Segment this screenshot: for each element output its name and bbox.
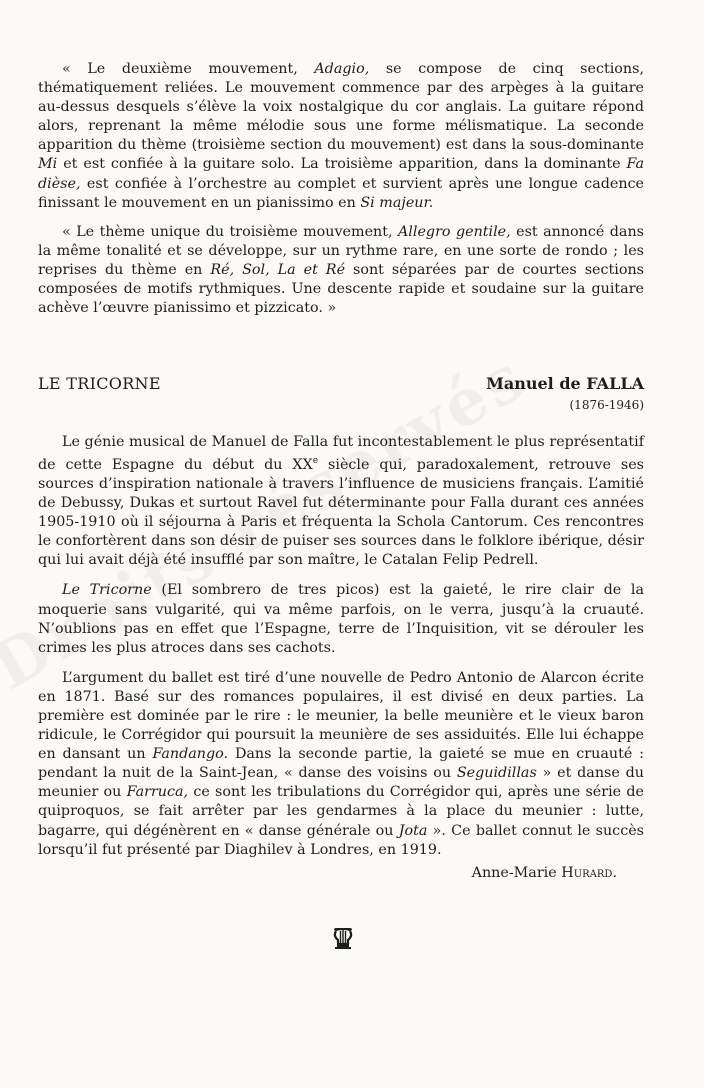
text-run: est confiée à l’orchestre au complet et survient après une longue cadence finissant le mouvement en un pianissimo en: [38, 175, 644, 211]
text-run: est annoncé dans la même tonalité et se développe, sur un rythme rare, en une sorte de rondo ; les reprises du thème en: [38, 223, 644, 278]
text-run: « Le deuxième mouvement,: [62, 61, 315, 77]
composer-name: Manuel de FALLA: [486, 374, 644, 393]
italic-run: Adagio,: [314, 61, 370, 77]
text-run: ». Ce ballet connut le succès lorsqu’il fut présenté par Diaghilev à Londres, en 1919.: [38, 822, 644, 858]
italic-run: Fandango.: [152, 746, 229, 763]
section-title: LE TRICORNE: [38, 374, 161, 393]
quote-paragraph: [38, 223, 644, 318]
body-paragraph: [38, 433, 644, 570]
text-run: (El sombrero de tres picos) est la gaieté, le rire clair de la moquerie sans vulgarité, qui va même parfois, on le verra, jusqu’à la cruauté. N’oublions pas en effet que l’Espagne, terre de l’Inquisition, vit se dérouler les crimes les plus atroces dans ses cachots.: [38, 582, 645, 656]
quote-paragraph: [38, 60, 644, 213]
text-run: « Le thème unique du troisième mouvement,: [62, 223, 398, 240]
italic-run: Farruca,: [126, 784, 189, 801]
italic-run: Jota: [398, 822, 428, 839]
signature-last: Hurard: [561, 865, 613, 881]
text-run: sont séparées par de courtes sections composées de motifs rythmiques. Une descente rapide et soudaine sur la guitare achève l’œuvre pianissimo et pizzicato. »: [38, 261, 644, 317]
italic-run: Le Tricorne: [62, 582, 152, 599]
body-paragraph: [38, 669, 644, 860]
author-signature: [472, 865, 617, 881]
article-body: [38, 433, 644, 860]
signature-end: .: [612, 865, 617, 881]
text-run: se compose de cinq sections, thématiquement reliées. Le mouvement commence par des arpèges à la guitare au-dessus desquels s’élève la voix nostalgique du cor anglais. La guitare répond alors, reprenant la même mélodie sous une forme mélismatique. La seconde apparition du thème (troisième section du mouvement) est dans la sous-dominante: [38, 61, 645, 154]
text-run: siècle qui, paradoxalement, retrouve ses sources d’inspiration nationale à travers l’influence de musiciens français. L’amitié de Debussy, Dukas et surtout Ravel fut déterminante pour Falla durant ces années 1905-1910 où il séjourna à Paris et fréquenta la Schola Cantorum. Ces rencontres le confortèrent dans son désir de puiser ses sources dans le folklore ibérique, désir qui lui avait déjà été insufflé par son maître, le Catalan Felip Pedrell.: [38, 456, 644, 569]
text-run: Le génie musical de Manuel de Falla fut incontestablement le plus représentatif de cette Espagne du début du XX: [38, 434, 644, 473]
text-run: et est confiée à la guitare solo. La troisième apparition, dans la dominante: [57, 156, 627, 173]
lyre-icon: [332, 927, 354, 953]
italic-run: Fa dièse,: [38, 156, 644, 192]
text-run: Dans la seconde partie, la gaieté se mue en cruauté : pendant la nuit de la Saint-Jean, « danse des voisins ou: [38, 746, 644, 782]
composer-dates: (1876-1946): [569, 398, 644, 412]
superscript: e: [312, 456, 319, 467]
quote-section: [38, 60, 644, 318]
signature-first: Anne-Marie: [471, 865, 562, 881]
italic-run: Ré, Sol, La et Ré: [210, 261, 346, 278]
italic-run: Si majeur.: [360, 194, 434, 211]
text-run: ce sont les tribulations du Corrégidor qui, après une série de quiproquos, se fait arrêter par les gendarmes à la place du meunier : lutte, bagarre, qui dégénèrent en « danse générale ou: [38, 784, 644, 839]
italic-run: Mi: [38, 156, 58, 173]
body-paragraph: [38, 581, 644, 657]
italic-run: Seguidillas: [456, 765, 537, 782]
text-run: » et danse du meunier ou: [38, 765, 644, 801]
italic-run: Allegro gentile,: [397, 223, 511, 240]
text-run: L’argument du ballet est tiré d’une nouvelle de Pedro Antonio de Alarcon écrite en 1871. Basé sur des romances populaires, il est divisé en deux parties. La première est dominée par le rire : le meunier, la belle meunière et le vieux baron ridicule, le Corrégidor qui poursuit la meunière de ses assiduités. Elle lui échappe en dansant un: [38, 669, 644, 763]
